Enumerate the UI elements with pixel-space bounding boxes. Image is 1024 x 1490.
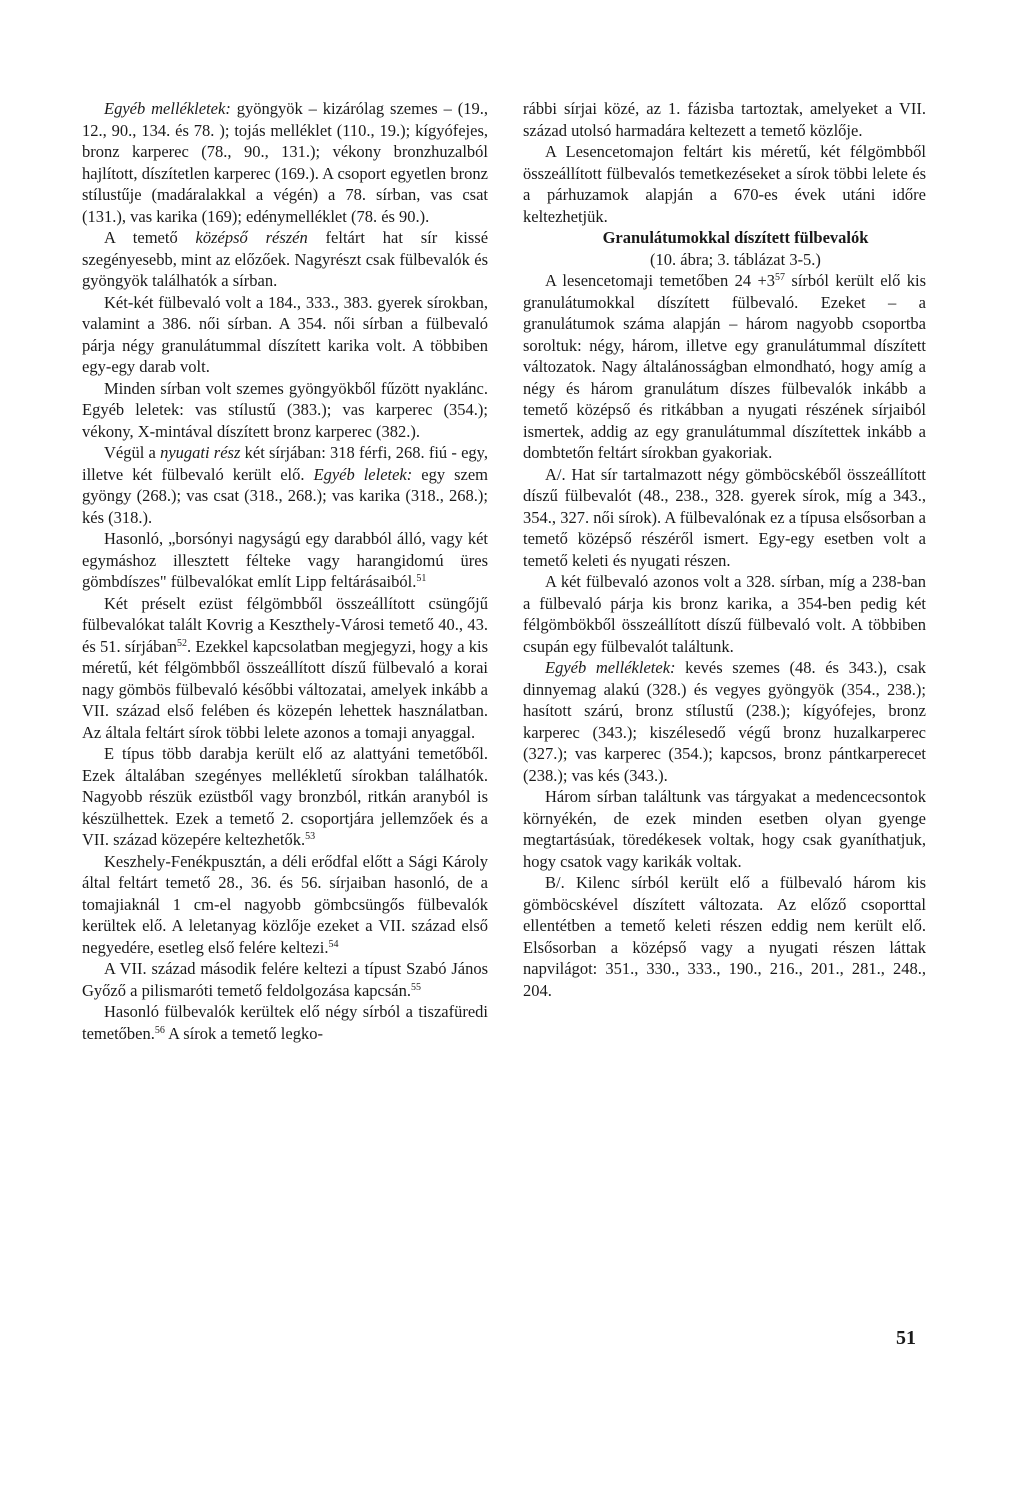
paragraph: Hasonló fülbevalók kerültek elő négy sírból a tiszafüredi temetőben.$^{56}$ A sírok a temető legko-	[82, 1002, 488, 1043]
paragraph: A két fülbevaló azonos volt a 328. sírban, míg a 238-ban a fülbevaló párja kis bronz karika, a 354-ben pedig két félgömbökből összeállított díszű fülbevaló volt. A többiben csupán egy fülbevalót találtunk.	[523, 572, 926, 656]
paragraph: Egyéb mellékletek: kevés szemes (48. és 343.), csak dinnyemag alakú (328.) és vegyes gyöngyök (354., 238.); hasított szárú, bronz stílustű (238.); kígyófejes, bronz karperec (343.); kiszélesedő végű bronz huzalkarperec (327.); vas karperec (354.); kapcsos, bronz pántkarperecet (238.); vas kés (343.).	[523, 658, 926, 785]
paragraph: rábbi sírjai közé, az 1. fázisba tartoztak, amelyeket a VII. század utolsó harmadára keltezett a temető közlője.	[523, 99, 926, 140]
paragraph: Egyéb mellékletek: gyöngyök – kizárólag szemes – (19., 12., 90., 134. és 78. ); tojás melléklet (110., 19.); kígyófejes, bronz karperec (78., 90., 131.); vékony bronzhuzalból hajlított, díszítetlen karperec (169.). A csoport egyetlen bronz stílustűje (madáralakkal a végén) a 78. sírban, vas csat (131.), vas karika (169); edénymelléklet (78. és 90.).	[82, 99, 489, 226]
right-column	[523, 98, 926, 1001]
paragraph: Két préselt ezüst félgömbből összeállított csüngőjű fülbevalókat talált Kovrig a Keszthely-Városi temető 40., 43. és 51. sírjában$^{52}$. Ezekkel kapcsolatban megjegyzi, hogy a kis méretű, két félgömbből összeállított díszű fülbevaló a korai nagy gömbös fülbevaló későbbi változatai, amelyek inkább a VII. század első felében és közepén lehettek használatban. Az általa feltárt sírok többi lelete azonos a tomaji anyaggal.	[82, 593, 488, 742]
footnote-ref: 54	[328, 938, 339, 950]
footnote-ref: 57	[775, 272, 786, 283]
section-heading: Granulátumokkal díszített fülbevalók	[602, 228, 869, 247]
paragraph: Hasonló, „borsónyi nagyságú egy darabból álló, vagy két egymáshoz illesztett félteke vagy harangidomú üres gömbdíszes" fülbevalókat említ Lipp feltárásaiból.$^{51}$	[82, 529, 488, 591]
footnote-ref: 55	[410, 981, 421, 993]
paragraph: Végül a nyugati rész két sírjában: 318 férfi, 268. fiú - egy, illetve két fülbevaló került elő. Egyéb leletek: egy szem gyöngy (268.); vas csat (318., 268.); vas karika (318., 268.); kés (318.).	[82, 443, 488, 527]
paragraph: Keszhely-Fenékpusztán, a déli erődfal előtt a Sági Károly által feltárt temető 28., 36. és 56. sírjaiban hasonló, de a tomajiaknál 1 cm-el nagyobb gömbcsüngős fülbevalók kerültek elő. A leletanyag közlője ezeket a VII. század első negyedére, esetleg első felére keltezi.$^{54}$	[82, 851, 488, 957]
paragraph: A temető középső részén feltárt hat sír kissé szegényesebb, mint az előzőek. Nagyrészt csak fülbevalók és gyöngyök találhatók a sírban.	[82, 228, 489, 290]
footnote-ref: 53	[305, 831, 316, 842]
paragraph: B/. Kilenc sírból került elő a fülbevaló három kis gömböcskével díszített változata. Az előző csoporttal ellentétben a temető keleti részen eddig nem került elő. Elsősorban a középső vagy a nyugati részen láttak napvilágot: 351., 330., 333., 190., 216., 201., 281., 248., 204.	[523, 873, 926, 1000]
paragraph: E típus több darabja került elő az alattyáni temetőből. Ezek általában szegényes mellékletű sírokban találhatók. Nagyobb részük ezüstből vagy bronzból, ritkán aranyból is készülhettek. Ezek a temető 2. csoportjára jellemzőek és a VII. század közepére keltezhetők.$^{53}$	[82, 744, 488, 849]
footnote-ref: 52	[177, 637, 187, 649]
paragraph: A VII. század második felére keltezi a típust Szabó János Győző a pilismaróti temető feldolgozása kapcsán.$^{55}$	[82, 959, 488, 1000]
paragraph: A lesencetomaji temetőben $24 +3^{57}$ sírból került elő kis granulátumokkal díszített fülbevaló. Ezeket – a granulátumok száma alapján – három nagyobb csoportba soroltuk: négy, három, illetve egy granulátummal díszített változatok. Nagy általánosságban elmondható, hogy amíg a négy és három granulátum díszes fülbevalók inkább a temető középső és ritkábban a nyugati részének sírjaiból ismertek, addig az egy granulátummal díszítettek inkább a dombtetőn feltárt sírokban gyakoriak.	[523, 271, 927, 462]
paragraph: Minden sírban volt szemes gyöngyökből fűzött nyaklánc. Egyéb leletek: vas stílustű (383.); vas karperec (354.); vékony, X-mintával díszített bronz karperec (382.).	[82, 378, 488, 441]
section-subheading: (10. ábra; 3. táblázat 3-5.)	[650, 249, 821, 269]
paragraph: Három sírban találtunk vas tárgyakat a medencecsontok környékén, de ezek minden esetben olyan gyenge megtartásúak, töredékesek voltak, hogy csak gyaníthatjuk, hogy csatok vagy karikák voltak.	[523, 787, 926, 871]
paragraph: A Lesencetomajon feltárt kis méretű, két félgömbből összeállított fülbevalós temetkezéseket a sírok többi lelete és a párhuzamok alapján a 670-es évek utáni időre keltezhetjük.	[523, 142, 926, 226]
paragraph: A/. Hat sír tartalmazott négy gömböcskéből összeállított díszű fülbevalót (48., 238., 328. gyerek sírok, míg a 343., 354., 327. női sírok). A fülbevalónak ez a típusa elsősorban a temető középső részéről ismert. Egy-egy esetben volt a temető keleti és nyugati részen.	[523, 464, 926, 570]
footnote-ref: 56	[154, 1024, 165, 1036]
left-column	[82, 98, 488, 1044]
paragraph: Két-két fülbevaló volt a 184., 333., 383. gyerek sírokban, valamint a 386. női sírban. A 354. női sírban a fülbevaló párja négy granulátummal díszített karika volt. A többiben egy-egy darab volt.	[82, 292, 488, 376]
footnote-ref: 51	[416, 573, 427, 584]
page-number: 51	[896, 1327, 916, 1349]
